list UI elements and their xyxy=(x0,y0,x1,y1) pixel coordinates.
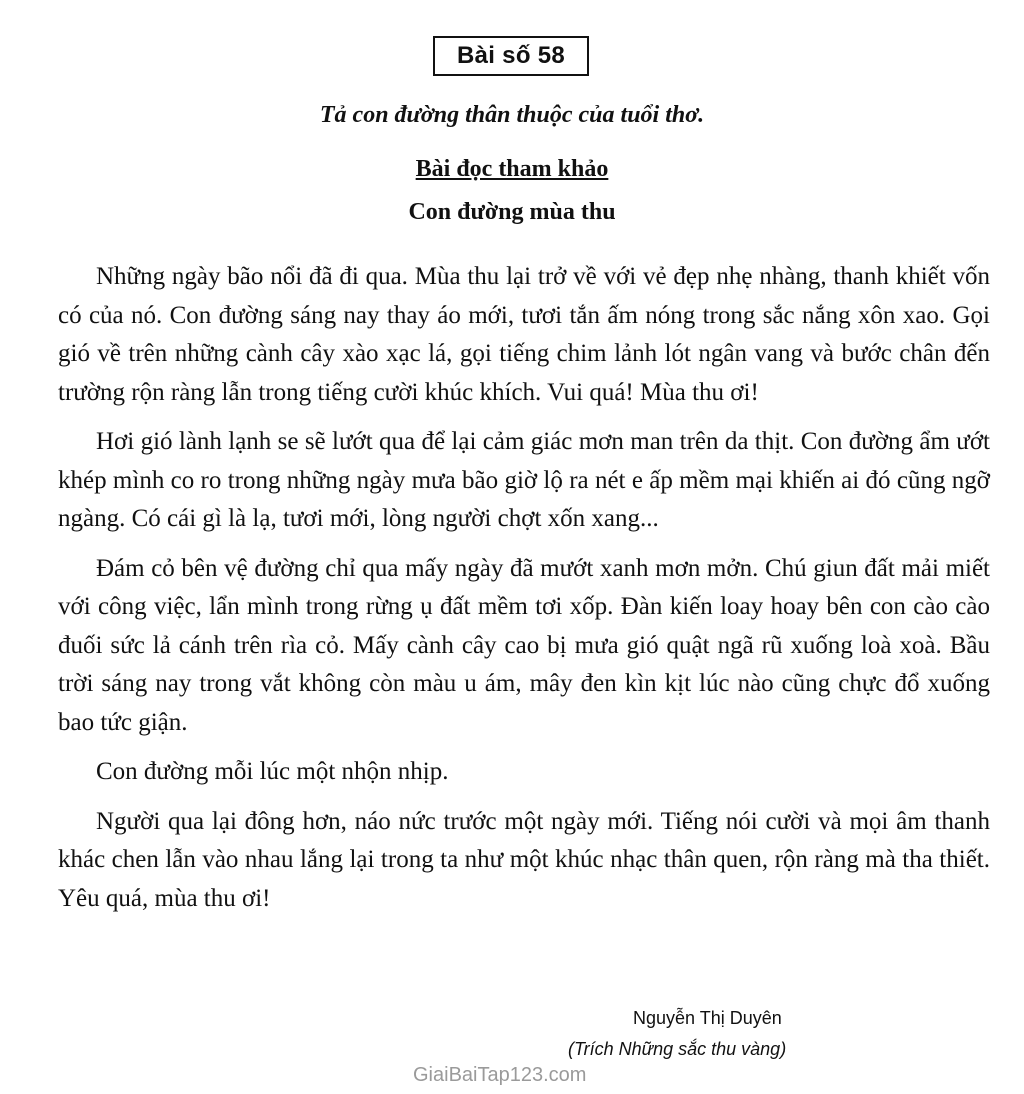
paragraph: Đám cỏ bên vệ đường chỉ qua mấy ngày đã mướt xanh mơn mởn. Chú giun đất mải miết với công việc, lẩn mình trong rừng ụ đất mềm tơi xốp. Đàn kiến loay hoay bên con cào cào đuối sức lả cánh trên rìa cỏ. Mấy cành cây cao bị mưa gió quật ngã rũ xuống loà xoà. Bầu trời sáng nay trong vắt không còn màu u ám, mây đen kìn kịt lúc nào cũng chực đổ xuống bao tức giận. xyxy=(58,554,990,736)
lesson-number: Bài số 58 xyxy=(456,42,566,69)
site-watermark: GiaiBaiTap123.com xyxy=(413,1064,587,1086)
reference-reading-label: Bài đọc tham khảo xyxy=(415,156,609,182)
paragraph: Con đường mỗi lúc một nhộn nhịp. xyxy=(96,758,449,785)
source-suffix: ) xyxy=(780,1039,787,1059)
essay-prompt: Tả con đường thân thuộc của tuổi thơ. xyxy=(319,102,705,128)
source-title: Những sắc thu vàng xyxy=(618,1039,781,1059)
source-citation xyxy=(568,1039,786,1060)
essay-body xyxy=(58,258,990,929)
author-name: Nguyễn Thị Duyên xyxy=(633,1008,782,1028)
essay-title: Con đường mùa thu xyxy=(408,199,616,225)
lesson-number-box xyxy=(433,36,589,76)
paragraph: Người qua lại đông hơn, náo nức trước một ngày mới. Tiếng nói cười và mọi âm thanh khác chen lẫn vào nhau lắng lại trong ta như một khúc nhạc thân quen, rộn ràng mà tha thiết. Yêu quá, mùa thu ơi! xyxy=(58,807,990,912)
paragraph: Hơi gió lành lạnh se sẽ lướt qua để lại cảm giác mơn man trên da thịt. Con đường ẩm ướt khép mình co ro trong những ngày mưa bão giờ lộ ra nét e ấp mềm mại khiến ai đó cũng ngỡ ngàng. Có cái gì là lạ, tươi mới, lòng người chợt xốn xang... xyxy=(58,428,990,532)
source-prefix: (Trích xyxy=(568,1039,619,1059)
paragraph: Những ngày bão nổi đã đi qua. Mùa thu lại trở về với vẻ đẹp nhẹ nhàng, thanh khiết vốn có của nó. Con đường sáng nay thay áo mới, tươi tắn ấm nóng trong sắc nắng xôn xao. Gọi gió về trên những cành cây xào xạc lá, gọi tiếng chim lảnh lót ngân vang và bước chân đến trường rộn ràng lẫn trong tiếng cười khúc khích. Vui quá! Mùa thu ơi! xyxy=(58,263,990,406)
